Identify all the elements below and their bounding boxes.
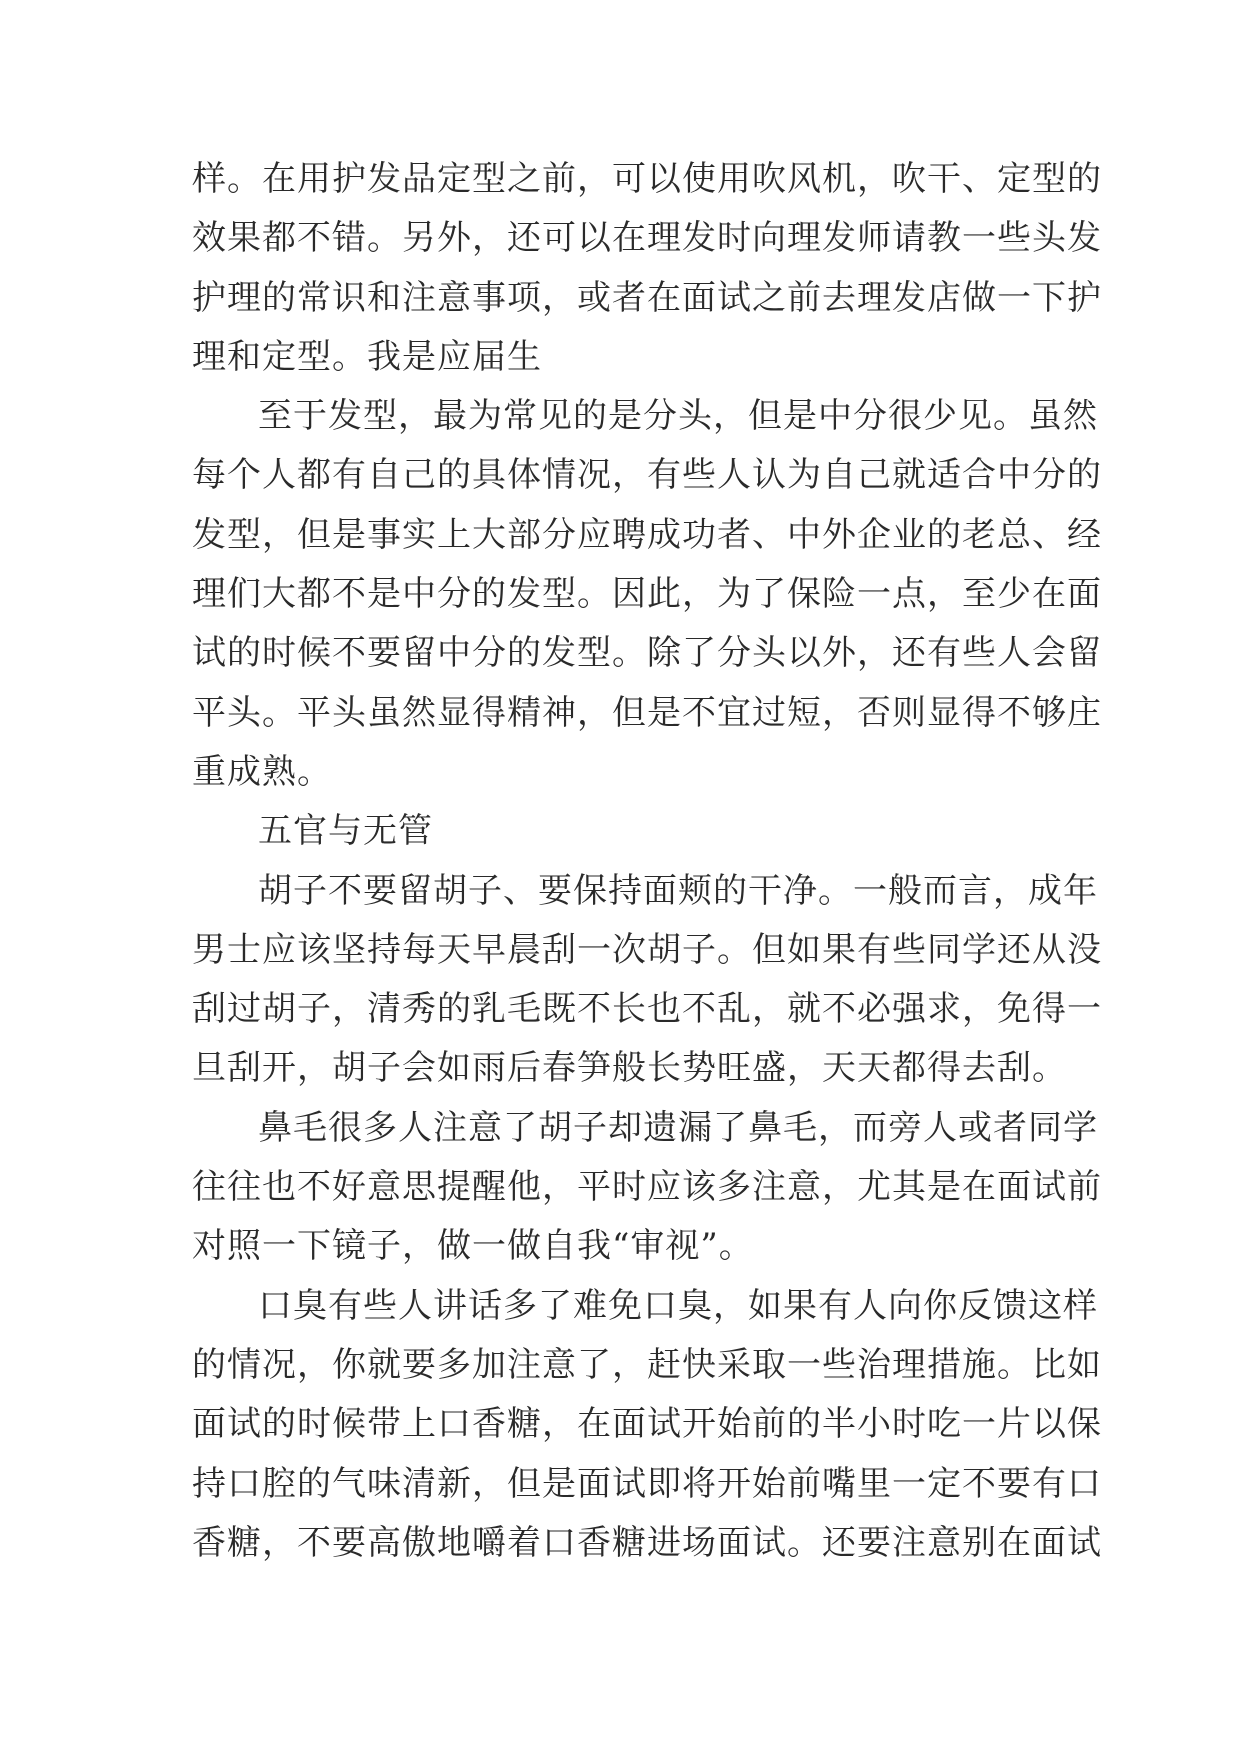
text-line: 重成熟。 xyxy=(192,751,332,792)
text-line: 五官与无管 xyxy=(258,811,433,852)
text-line: 发型，但是事实上大部分应聘成功者、中外企业的老总、经 xyxy=(192,514,1102,555)
text-line: 持口腔的气味清新，但是面试即将开始前嘴里一定不要有口 xyxy=(192,1463,1102,1504)
text-line: 对照一下镜子，做一做自我“审视”。 xyxy=(192,1226,754,1267)
text-line: 样。在用护发品定型之前，可以使用吹风机，吹干、定型的 xyxy=(192,159,1102,199)
text-line: 护理的常识和注意事项，或者在面试之前去理发店做一下护 xyxy=(192,277,1102,318)
text-line: 口臭有些人讲话多了难免口臭，如果有人向你反馈这样 xyxy=(258,1285,1098,1326)
text-line: 试的时候不要留中分的发型。除了分头以外，还有些人会留 xyxy=(192,633,1102,674)
text-line: 理们大都不是中分的发型。因此，为了保险一点，至少在面 xyxy=(192,574,1102,615)
text-line: 面试的时候带上口香糖，在面试开始前的半小时吃一片以保 xyxy=(192,1404,1102,1445)
text-line: 平头。平头虽然显得精神，但是不宜过短，否则显得不够庄 xyxy=(192,692,1102,733)
body-text xyxy=(192,150,1102,1573)
text-line: 香糖，不要高傲地嚼着口香糖进场面试。还要注意别在面试 xyxy=(192,1522,1102,1563)
text-line: 至于发型，最为常见的是分头，但是中分很少见。虽然 xyxy=(258,396,1098,437)
text-line: 往往也不好意思提醒他，平时应该多注意，尤其是在面试前 xyxy=(192,1167,1102,1208)
text-line: 刮过胡子，清秀的乳毛既不长也不乱，就不必强求，免得一 xyxy=(192,989,1102,1030)
text-line: 理和定型。我是应届生 xyxy=(192,336,542,377)
text-line: 旦刮开，胡子会如雨后春笋般长势旺盛，天天都得去刮。 xyxy=(192,1048,1067,1089)
text-line: 胡子不要留胡子、要保持面颊的干净。一般而言，成年 xyxy=(258,870,1098,911)
text-line: 鼻毛很多人注意了胡子却遗漏了鼻毛，而旁人或者同学 xyxy=(258,1107,1098,1148)
text-line: 效果都不错。另外，还可以在理发时向理发师请教一些头发 xyxy=(192,218,1102,259)
text-line: 男士应该坚持每天早晨刮一次胡子。但如果有些同学还从没 xyxy=(192,929,1102,970)
text-line: 每个人都有自己的具体情况，有些人认为自己就适合中分的 xyxy=(192,455,1102,496)
text-line: 的情况，你就要多加注意了，赶快采取一些治理措施。比如 xyxy=(192,1344,1102,1385)
